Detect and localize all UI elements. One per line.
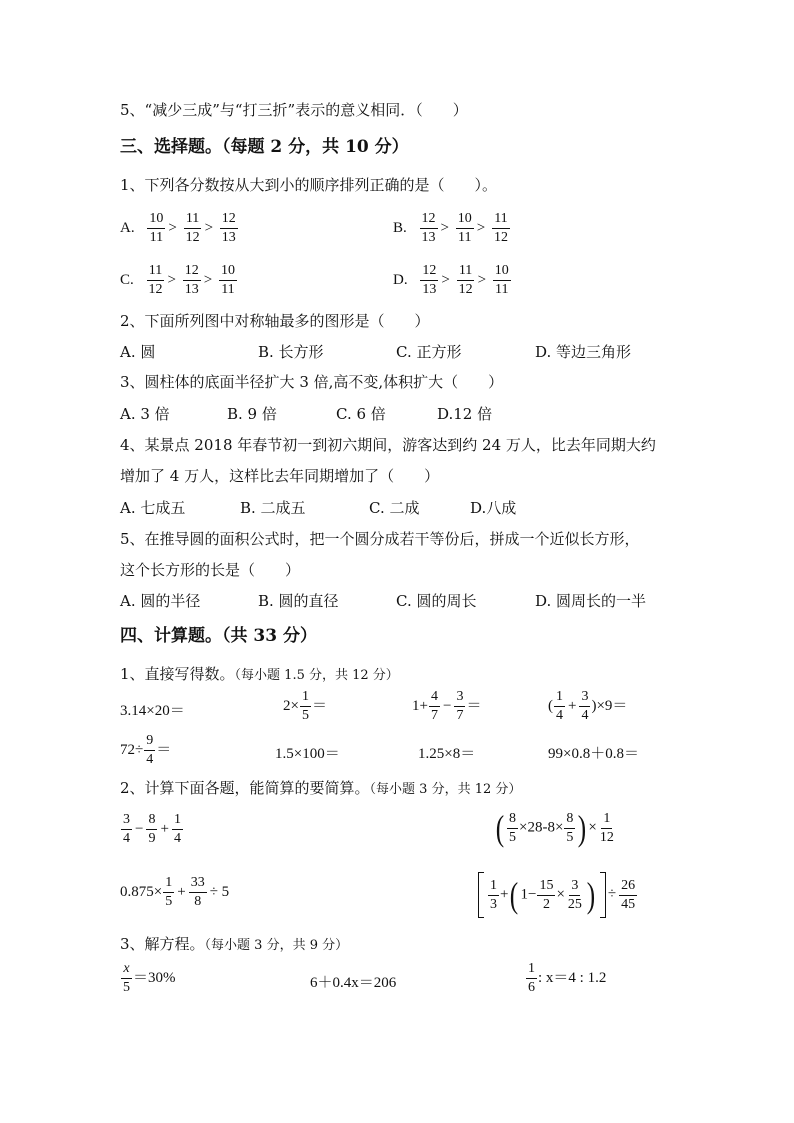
calc2-item-4: $\frac{1}{3}$ +( 1− $\frac{15}{2}$ × $\frac{3}{25}$ ) ÷ $\frac{26}{45}$ [478,872,638,918]
fraction: $\frac{10}{11}$ [457,211,472,245]
fraction: $\frac{33}{8}$ [190,875,205,909]
option-label: A. [120,219,135,236]
sec3-q5-stem-line1: 5、在推导圆的面积公式时，把一个圆分成若干等份后，拼成一个近似长方形， [120,530,640,548]
fraction: $\frac{12}{13}$ [184,263,199,297]
calc2-item-2: ( $\frac{8}{5}$ ×28-8× $\frac{8}{5}$ ) × $\frac{1}{12}$ [495,808,614,848]
fraction: $\frac{12}{13}$ [422,263,437,297]
calc-item-6: 1.5×100＝ [275,746,340,762]
sec3-title: 三、选择题。（每题 2 分，共 10 分） [120,137,409,157]
sec4-p3-stem: 3、解方程。（每小题 3 分，共 9 分） [120,935,349,953]
fraction: $\frac{12}{13}$ [421,211,436,245]
fraction: $\frac{4}{7}$ [430,689,438,723]
q2-option-d[interactable]: D. 等边三角形 [535,343,632,361]
bracket-left [478,872,484,918]
fraction: $\frac{11}{12}$ [458,263,473,297]
equation-3: $\frac{1}{6}$ : x＝4 : 1.2 [528,961,607,995]
calc-item-2: 2× $\frac{1}{5}$ ＝ [283,689,327,723]
calc2-item-1: $\frac{3}{4}$ − $\frac{8}{9}$ + $\frac{1}{4}$ [123,812,181,846]
equation-2: 6＋0.4x＝206 [310,975,397,991]
fraction: $\frac{3}{4}$ [123,812,130,846]
fraction: $\frac{8}{5}$ [566,810,574,845]
score-note: （每小题 3 分，共 12 分） [369,782,522,797]
calc-item-1: 3.14×20＝ [120,703,185,719]
sec3-q4-stem-line2: 增加了 4 万人，这样比去年同期增加了（ ） [120,467,440,485]
q5-option-b[interactable]: B. 圆的直径 [258,592,339,610]
fraction: $\frac{1}{4}$ [173,812,181,846]
fraction: $\frac{12}{13}$ [221,211,236,245]
q2-option-b[interactable]: B. 长方形 [258,343,324,361]
option-label: D. [393,271,408,288]
calc-item-5: 72÷ $\frac{9}{4}$ ＝ [120,733,172,767]
sec3-q3-stem: 3、圆柱体的底面半径扩大 3 倍,高不变,体积扩大（ ） [120,373,504,391]
q5-option-a[interactable]: A. 圆的半径 [120,592,201,610]
q3-option-d[interactable]: D.12 倍 [437,405,493,423]
fraction: $\frac{9}{4}$ [146,733,154,767]
fraction: $\frac{11}{12}$ [493,211,508,245]
q2-option-a[interactable]: A. 圆 [120,343,156,361]
fraction: $\frac{3}{25}$ [567,877,582,912]
q3-option-a[interactable]: A. 3 倍 [120,405,170,423]
sec4-p1-stem: 1、直接写得数。（每小题 1.5 分，共 12 分） [120,665,399,683]
fraction: $\frac{3}{7}$ [456,689,464,723]
q3-option-b[interactable]: B. 9 倍 [227,405,277,423]
calc2-item-3: 0.875× $\frac{1}{5}$ + $\frac{33}{8}$ ÷ 5 [120,875,230,909]
sec3-q5-stem-line2: 这个长方形的长是（ ） [120,561,301,579]
fraction: $\frac{8}{5}$ [509,810,516,845]
fraction: $\frac{1}{6}$ [528,961,535,995]
q1-option-c[interactable]: C. $\frac{11}{12}$ > $\frac{12}{13}$ > $\frac{10}{11}$ [120,263,235,297]
calc-item-3: 1+ $\frac{4}{7}$ − $\frac{3}{7}$ ＝ [412,689,482,723]
q4-option-b[interactable]: B. 二成五 [240,499,306,517]
fraction: $\frac{10}{11}$ [149,211,164,245]
fraction: $\frac{1}{5}$ [165,875,173,909]
fraction: $\frac{1}{4}$ [556,689,563,723]
fraction: $\frac{1}{12}$ [599,810,614,845]
fraction: $\frac{8}{9}$ [148,812,156,846]
option-label: C. [120,271,134,288]
calc-item-4: ( $\frac{1}{4}$ + $\frac{3}{4}$ )×9＝ [548,689,628,723]
q4-option-d[interactable]: D.八成 [470,499,517,517]
fraction: $\frac{15}{2}$ [539,877,554,912]
fraction: $\frac{11}{12}$ [148,263,163,297]
equation-1: $\frac{x}{5}$ ＝30% [123,961,176,995]
score-note: （每小题 3 分，共 9 分） [204,938,349,953]
q1-option-a[interactable]: A. $\frac{10}{11}$ > $\frac{11}{12}$ > $\frac{12}{13}$ [120,211,236,245]
fraction: $\frac{1}{5}$ [301,689,309,723]
sec3-q2-stem: 2、下面所列图中对称轴最多的图形是（ ） [120,312,430,330]
fraction: $\frac{3}{4}$ [581,689,589,723]
bracket-right [600,872,606,918]
q5-option-c[interactable]: C. 圆的周长 [396,592,477,610]
fraction: $\frac{1}{3}$ [490,877,497,912]
sec3-q1-stem: 1、下列各分数按从大到小的顺序排列正确的是（ ）。 [120,176,498,194]
sec4-p2-stem: 2、计算下面各题，能简算的要简算。（每小题 3 分，共 12 分） [120,779,522,797]
fraction: $\frac{26}{45}$ [621,877,636,912]
fraction: $\frac{11}{12}$ [185,211,200,245]
fraction: $\frac{x}{5}$ [123,961,130,995]
q4-option-a[interactable]: A. 七成五 [120,499,186,517]
option-label: B. [393,219,407,236]
q1-option-d[interactable]: D. $\frac{12}{13}$ > $\frac{11}{12}$ > $\frac{10}{11}$ [393,263,509,297]
fraction: $\frac{10}{11}$ [220,263,235,297]
q1-option-b[interactable]: B. $\frac{12}{13}$ > $\frac{10}{11}$ > $\frac{11}{12}$ [393,211,508,245]
fraction: $\frac{10}{11}$ [494,263,509,297]
q4-option-c[interactable]: C. 二成 [369,499,420,517]
q5-option-d[interactable]: D. 圆周长的一半 [535,592,647,610]
score-note: （每小题 1.5 分，共 12 分） [234,668,399,683]
sec4-title: 四、计算题。（共 33 分） [120,626,317,646]
calc-item-7: 1.25×8＝ [418,746,476,762]
sec2-q5: 5、“减少三成”与“打三折”表示的意义相同．（ ） [120,101,468,119]
q2-option-c[interactable]: C. 正方形 [396,343,462,361]
sec3-q4-stem-line1: 4、某景点 2018 年春节初一到初六期间，游客达到约 24 万人，比去年同期大约 [120,436,656,454]
q3-option-c[interactable]: C. 6 倍 [336,405,386,423]
calc-item-8: 99×0.8＋0.8＝ [548,746,639,762]
